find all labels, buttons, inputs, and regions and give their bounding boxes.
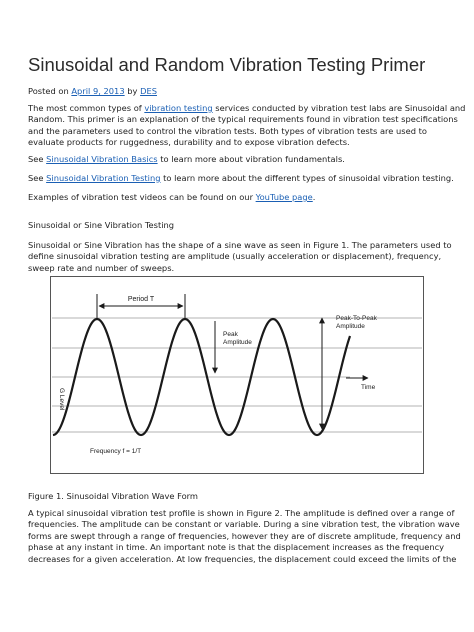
see-basics-post: to learn more about vibration fundamentals. bbox=[157, 154, 345, 164]
sinusoidal-testing-link[interactable]: Sinusoidal Vibration Testing bbox=[46, 173, 161, 183]
intro-lead: The most common types of bbox=[28, 103, 145, 113]
time-label: Time bbox=[361, 384, 376, 391]
youtube-page-link[interactable]: YouTube page bbox=[255, 192, 313, 202]
post-meta bbox=[28, 86, 458, 97]
intro-line-2: Random. This primer is an explanation of the typical requirements found in vibration test specifications bbox=[28, 114, 458, 125]
profile-line-4: phase at any instant in time. An important note is that the displacement increases as the frequency bbox=[28, 542, 445, 553]
post-date-link[interactable]: April 9, 2013 bbox=[71, 86, 125, 96]
author-link[interactable]: DES bbox=[140, 86, 157, 96]
see-basics-paragraph bbox=[28, 154, 458, 165]
ptp-label-1: Peak-To-Peak bbox=[336, 315, 377, 322]
peak-label-1: Peak bbox=[223, 331, 238, 338]
examples-pre: Examples of vibration test videos can be found on our bbox=[28, 192, 256, 202]
profile-line-1: A typical sinusoidal vibration test profile is shown in Figure 2. The amplitude is defined over a range of bbox=[28, 508, 455, 518]
frequency-label: Frequency f = 1/T bbox=[90, 448, 142, 455]
sine-line-1: Sinusoidal or Sine Vibration has the shape of a sine wave as seen in Figure 1. The parameters used to bbox=[28, 240, 452, 250]
profile-line-2: frequencies. The amplitude can be constant or variable. During a sine vibration test, the vibration wave bbox=[28, 519, 460, 530]
see-testing-paragraph bbox=[28, 173, 458, 184]
sine-line-2: define sinusoidal vibration testing are amplitude (usually acceleration or displacement), frequency, bbox=[28, 251, 442, 262]
intro-paragraph bbox=[28, 103, 466, 149]
intro-line1-rest: services conducted by vibration test labs are Sinusoidal and bbox=[212, 103, 466, 113]
profile-line-5: decreases for a given acceleration. At low frequencies, the displacement could exceed the limits of the bbox=[28, 553, 457, 564]
see-basics-pre: See bbox=[28, 154, 47, 164]
vibration-testing-link[interactable]: vibration testing bbox=[144, 103, 213, 113]
examples-post: . bbox=[312, 192, 316, 202]
intro-line-4: evaluate products for ruggedness, durability and to expose vibration defects. bbox=[28, 137, 350, 148]
page-title: Sinusoidal and Random Vibration Testing Primer bbox=[28, 54, 426, 75]
profile-paragraph bbox=[28, 508, 461, 565]
examples-paragraph bbox=[28, 192, 458, 203]
sine-line-3: sweep rate and number of sweeps. bbox=[28, 262, 175, 273]
profile-line-3: forms are swept through a range of frequencies, however they are of discrete amplitude, frequency and bbox=[28, 530, 461, 541]
period-label: Period T bbox=[127, 296, 155, 303]
intro-line-1 bbox=[28, 103, 466, 114]
see-testing-post: to learn more about the different types of sinusoidal vibration testing. bbox=[160, 173, 454, 183]
figure-caption: Figure 1. Sinusoidal Vibration Wave Form bbox=[28, 491, 199, 501]
see-testing-pre: See bbox=[28, 173, 47, 183]
posted-prefix: Posted on bbox=[28, 86, 72, 96]
peak-label-2: Amplitude bbox=[223, 339, 252, 346]
posted-by: by bbox=[124, 86, 141, 96]
section-heading: Sinusoidal or Sine Vibration Testing bbox=[28, 220, 175, 230]
sine-paragraph bbox=[28, 240, 458, 274]
g-level-label: G Level bbox=[58, 388, 65, 411]
sine-wave-figure bbox=[50, 276, 424, 474]
intro-line-3: and the parameters used to control the vibration tests. Both types of vibration tests are used to bbox=[28, 125, 427, 136]
sinusoidal-basics-link[interactable]: Sinusoidal Vibration Basics bbox=[46, 154, 158, 164]
ptp-label-2: Amplitude bbox=[336, 323, 365, 330]
